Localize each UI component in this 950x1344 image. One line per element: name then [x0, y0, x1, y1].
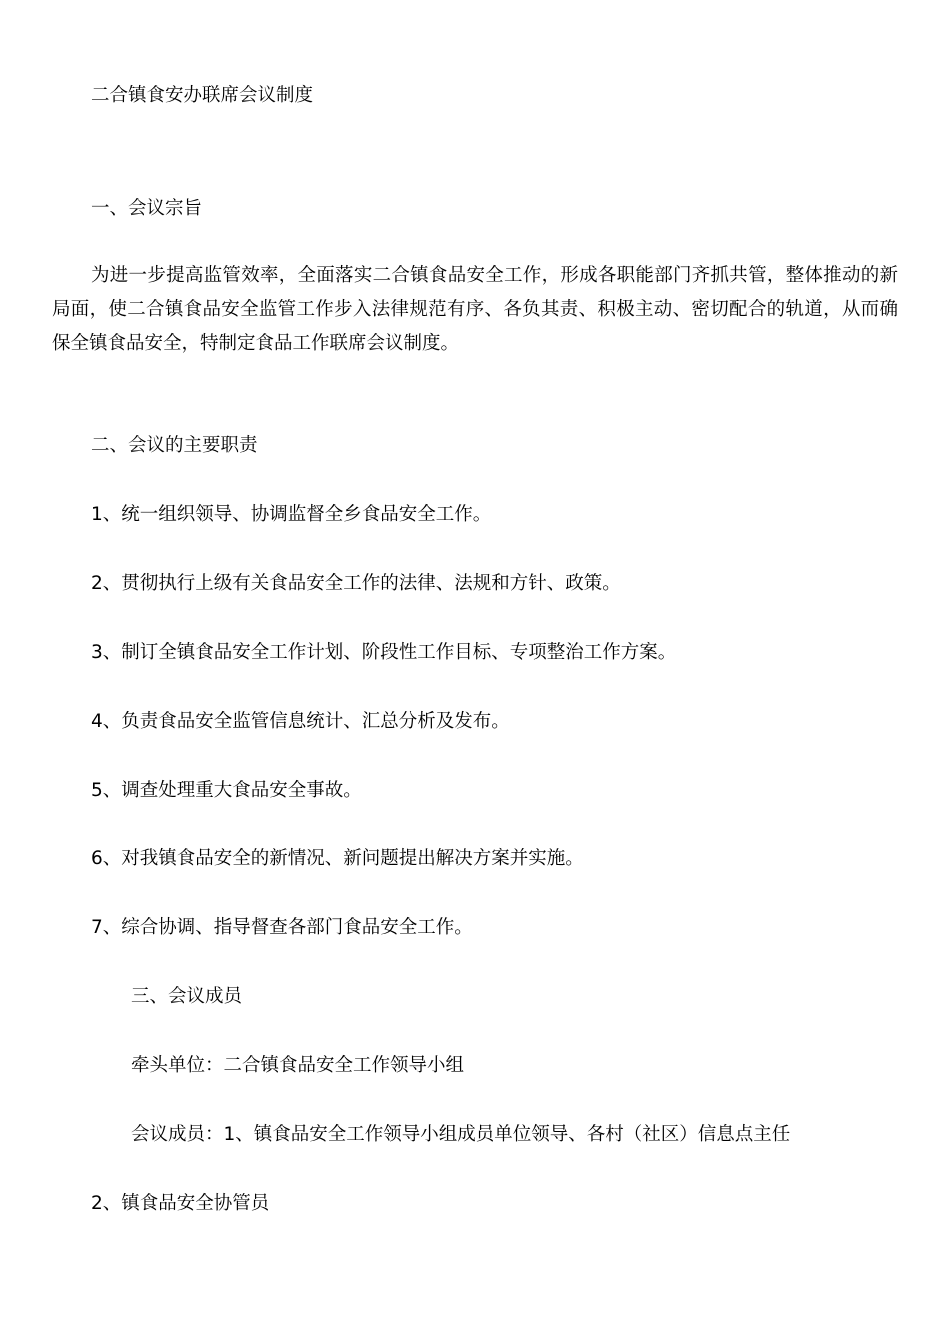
duty-item: 3、制订全镇食品安全工作计划、阶段性工作目标、专项整治工作方案。 [91, 642, 677, 663]
duty-item: 4、负责食品安全监管信息统计、汇总分析及发布。 [91, 711, 510, 732]
section-2-heading: 二、会议的主要职责 [91, 435, 258, 456]
section-3-heading: 三、会议成员 [131, 986, 243, 1007]
duty-item: 6、对我镇食品安全的新情况、新问题提出解决方案并实施。 [91, 848, 584, 869]
duty-item: 2、贯彻执行上级有关食品安全工作的法律、法规和方针、政策。 [91, 573, 621, 594]
section-1-body: 为进一步提高监管效率，全面落实二合镇食品安全工作，形成各职能部门齐抓共管，整体推动的新局面，使二合镇食品安全监管工作步入法律规范有序、各负其责、积极主动、密切配合的轨道，从而确保全镇食品安全，特制定食品工作联席会议制度。 [52, 265, 898, 354]
members-line: 2、镇食品安全协管员 [91, 1193, 270, 1214]
section-1-heading: 一、会议宗旨 [91, 198, 203, 219]
duty-item: 7、综合协调、指导督查各部门食品安全工作。 [91, 917, 473, 938]
members-line: 会议成员：1、镇食品安全工作领导小组成员单位领导、各村（社区）信息点主任 [131, 1124, 791, 1145]
document-title: 二合镇食安办联席会议制度 [91, 85, 314, 106]
duty-item: 1、统一组织领导、协调监督全乡食品安全工作。 [91, 504, 492, 525]
duty-item: 5、调查处理重大食品安全事故。 [91, 780, 362, 801]
lead-unit-line: 牵头单位：二合镇食品安全工作领导小组 [131, 1055, 465, 1076]
